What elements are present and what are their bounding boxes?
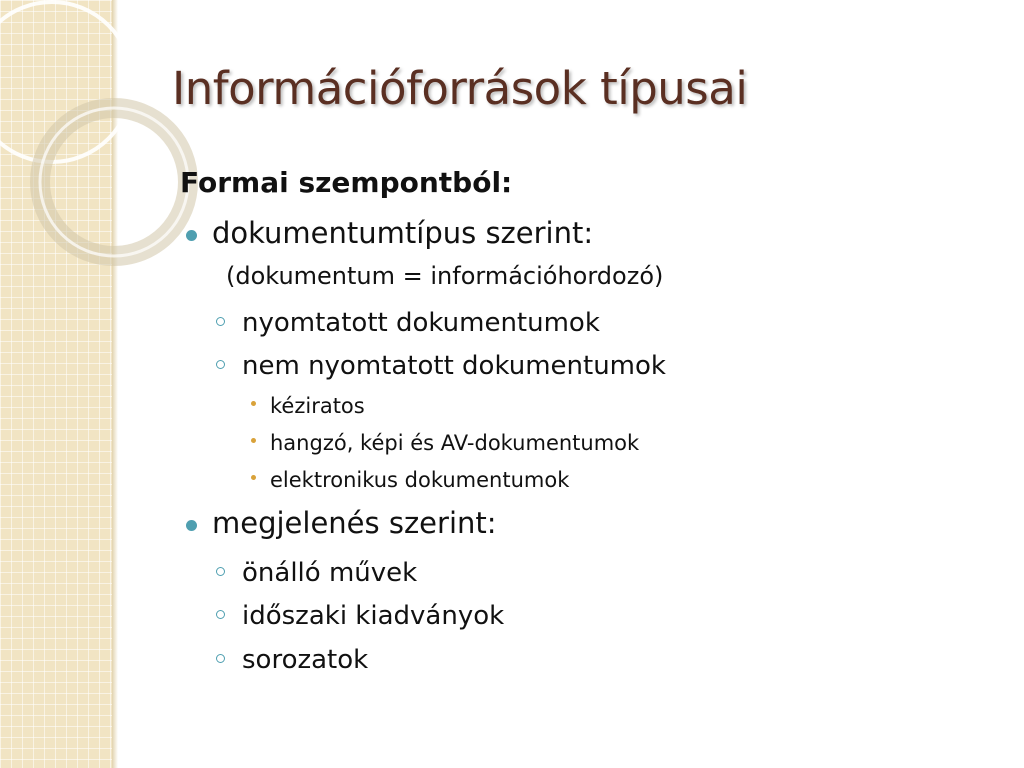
sub-sub-item-manuscripts xyxy=(270,394,365,418)
bullet-ring-icon xyxy=(216,654,225,663)
bullet-ring-icon xyxy=(216,360,225,369)
list-item-document-type xyxy=(212,216,593,250)
sub-item-label: sorozatok xyxy=(242,645,369,675)
sub-sub-item-electronic xyxy=(270,468,569,492)
sub-item-label: nyomtatott dokumentumok xyxy=(242,308,600,338)
bullet-ring-icon xyxy=(216,567,225,576)
sub-item-periodicals xyxy=(242,601,504,631)
bullet-small-dot-icon xyxy=(251,438,256,443)
sub-item-label: nem nyomtatott dokumentumok xyxy=(242,351,666,381)
bullet-small-dot-icon xyxy=(251,475,256,480)
bullet-ring-icon xyxy=(216,317,225,326)
sub-item-non-printed xyxy=(242,351,666,381)
section-heading: Formai szempontból: xyxy=(180,166,513,199)
list-item-label: dokumentumtípus szerint: xyxy=(212,216,594,250)
list-item-publication xyxy=(212,506,497,540)
sub-sub-item-label: kéziratos xyxy=(270,394,365,418)
sub-item-standalone-works xyxy=(242,558,417,588)
sub-sub-item-av xyxy=(270,431,639,455)
sub-sub-item-label: hangzó, képi és AV-dokumentumok xyxy=(270,431,640,455)
bullet-dot-icon xyxy=(186,230,197,241)
sub-item-label: önálló művek xyxy=(242,558,418,588)
definition-note: (dokumentum = információhordozó) xyxy=(226,262,664,290)
list-item-label: megjelenés szerint: xyxy=(212,506,497,540)
bullet-ring-icon xyxy=(216,610,225,619)
sub-sub-item-label: elektronikus dokumentumok xyxy=(270,468,570,492)
decorative-circles xyxy=(0,0,200,280)
sub-item-printed xyxy=(242,308,600,338)
sub-item-label: időszaki kiadványok xyxy=(242,601,505,631)
bullet-small-dot-icon xyxy=(251,401,256,406)
bullet-dot-icon xyxy=(186,520,197,531)
sub-item-series xyxy=(242,645,368,675)
slide-title: Információforrások típusai xyxy=(172,62,748,115)
